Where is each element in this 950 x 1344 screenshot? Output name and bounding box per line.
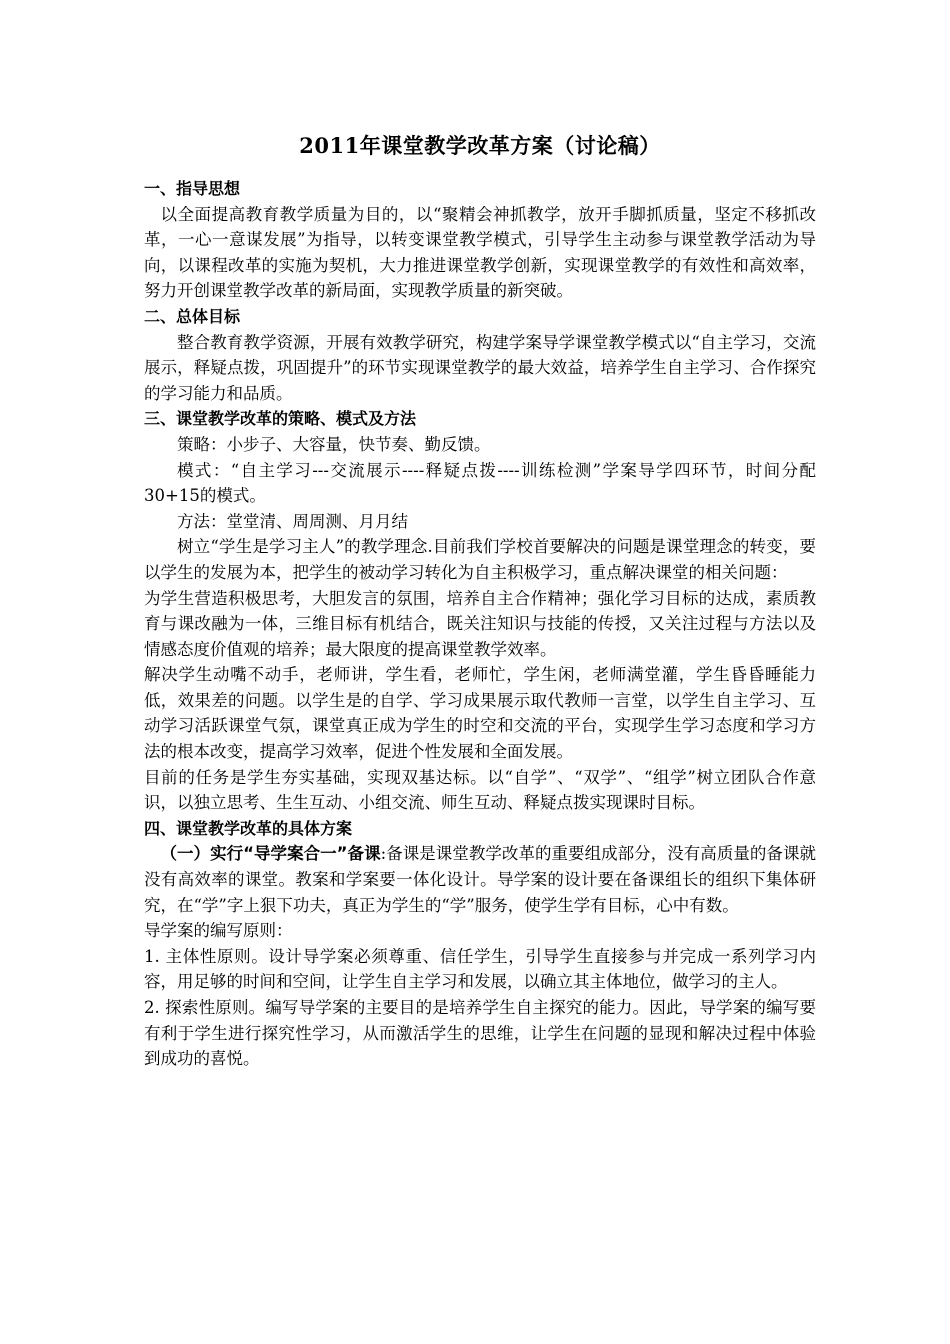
- paragraph: 以全面提高教育教学质量为目的，以“聚精会神抓教学，放开手脚抓质量，坚定不移抓改革，一心一意谋发展”为指导，以转变课堂教学模式，引导学生主动参与课堂教学活动为导向，以课程改革的实施为契机，大力推进课堂教学创新，实现课堂教学的有效性和高效率，努力开创课堂教学改革的新局面，实现教学质量的新突破。: [144, 204, 816, 301]
- list-item: 2. 探索性原则。编写导学案的主要目的是培养学生自主探究的能力。因此，导学案的编写要有利于学生进行探究性学习，从而激活学生的思维，让学生在问题的显现和解决过程中体验到成功的喜悦。: [144, 998, 816, 1069]
- section-heading-guiding-ideology: 一、指导思想: [144, 179, 241, 198]
- subsection-lead: （一）实行“导学案合一”备课: [160, 844, 381, 864]
- document-page: [144, 130, 816, 1072]
- section-heading-specific-plan: 四、课堂教学改革的具体方案: [144, 818, 353, 838]
- paragraph: 导学案的编写原则：: [144, 921, 293, 941]
- paragraph-lesson-prep: [144, 841, 816, 918]
- section-heading-strategy-mode-method: 三、课堂教学改革的策略、模式及方法: [144, 409, 417, 429]
- paragraph-method: 方法：堂堂清、周周测、月月结: [177, 511, 408, 531]
- section-heading-overall-goal: 二、总体目标: [144, 306, 241, 326]
- paragraph-strategy: 策略：小步子、大容量，快节奏、勤反馈。: [177, 434, 491, 454]
- paragraph: 树立“学生是学习主人”的教学理念.目前我们学校首要解决的问题是课堂理念的转变，要以学生的发展为本，把学生的被动学习转化为自主积极学习，重点解决课堂的相关问题：: [144, 537, 816, 582]
- list-item: 1. 主体性原则。设计导学案必须尊重、信任学生，引导学生直接参与并完成一系列学习内容，用足够的时间和空间，让学生自主学习和发展，以确立其主体地位，做学习的主人。: [144, 946, 816, 992]
- paragraph: 目前的任务是学生夯实基础，实现双基达标。以“自学”、“双学”、“组学”树立团队合作意识，以独立思考、生生互动、小组交流、师生互动、释疑点拨实现课时目标。: [144, 767, 816, 813]
- paragraph: 整合教育教学资源，开展有效教学研究，构建学案导学课堂教学模式以“自主学习，交流展示，释疑点拨，巩固提升”的环节实现课堂教学的最大效益，培养学生自主学习、合作探究的学习能力和品质。: [144, 332, 816, 403]
- paragraph-mode: 模式：“自主学习---交流展示----释疑点拨----训练检测”学案导学四环节，时间分配30+15的模式。: [144, 460, 816, 506]
- document-title: 2011年课堂教学改革方案（讨论稿）: [299, 133, 661, 158]
- paragraph-text: :备课是课堂教学改革的重要组成部分，没有高质量的备课就没有高效率的课堂。教案和学案要一体化设计。导学案的设计要在备课组长的组织下集体研究，在“学”字上狠下功夫，真正为学生的“学”服务，使学生学有目标，心中有数。: [144, 844, 816, 915]
- paragraph: 解决学生动嘴不动手，老师讲，学生看，老师忙，学生闲，老师满堂灌，学生昏昏睡能力低，效果差的问题。以学生是的自学、学习成果展示取代教师一言堂，以学生自主学习、互动学习活跃课堂气氛，课堂真正成为学生的时空和交流的平台，实现学生学习态度和学习方法的根本改变，提高学习效率，促进个性发展和全面发展。: [144, 665, 816, 762]
- paragraph: 为学生营造积极思考，大胆发言的氛围，培养自主合作精神；强化学习目标的达成，素质教育与课改融为一体，三维目标有机结合，既关注知识与技能的传授，又关注过程与方法以及情感态度价值观的培养；最大限度的提高课堂教学效率。: [144, 588, 816, 659]
